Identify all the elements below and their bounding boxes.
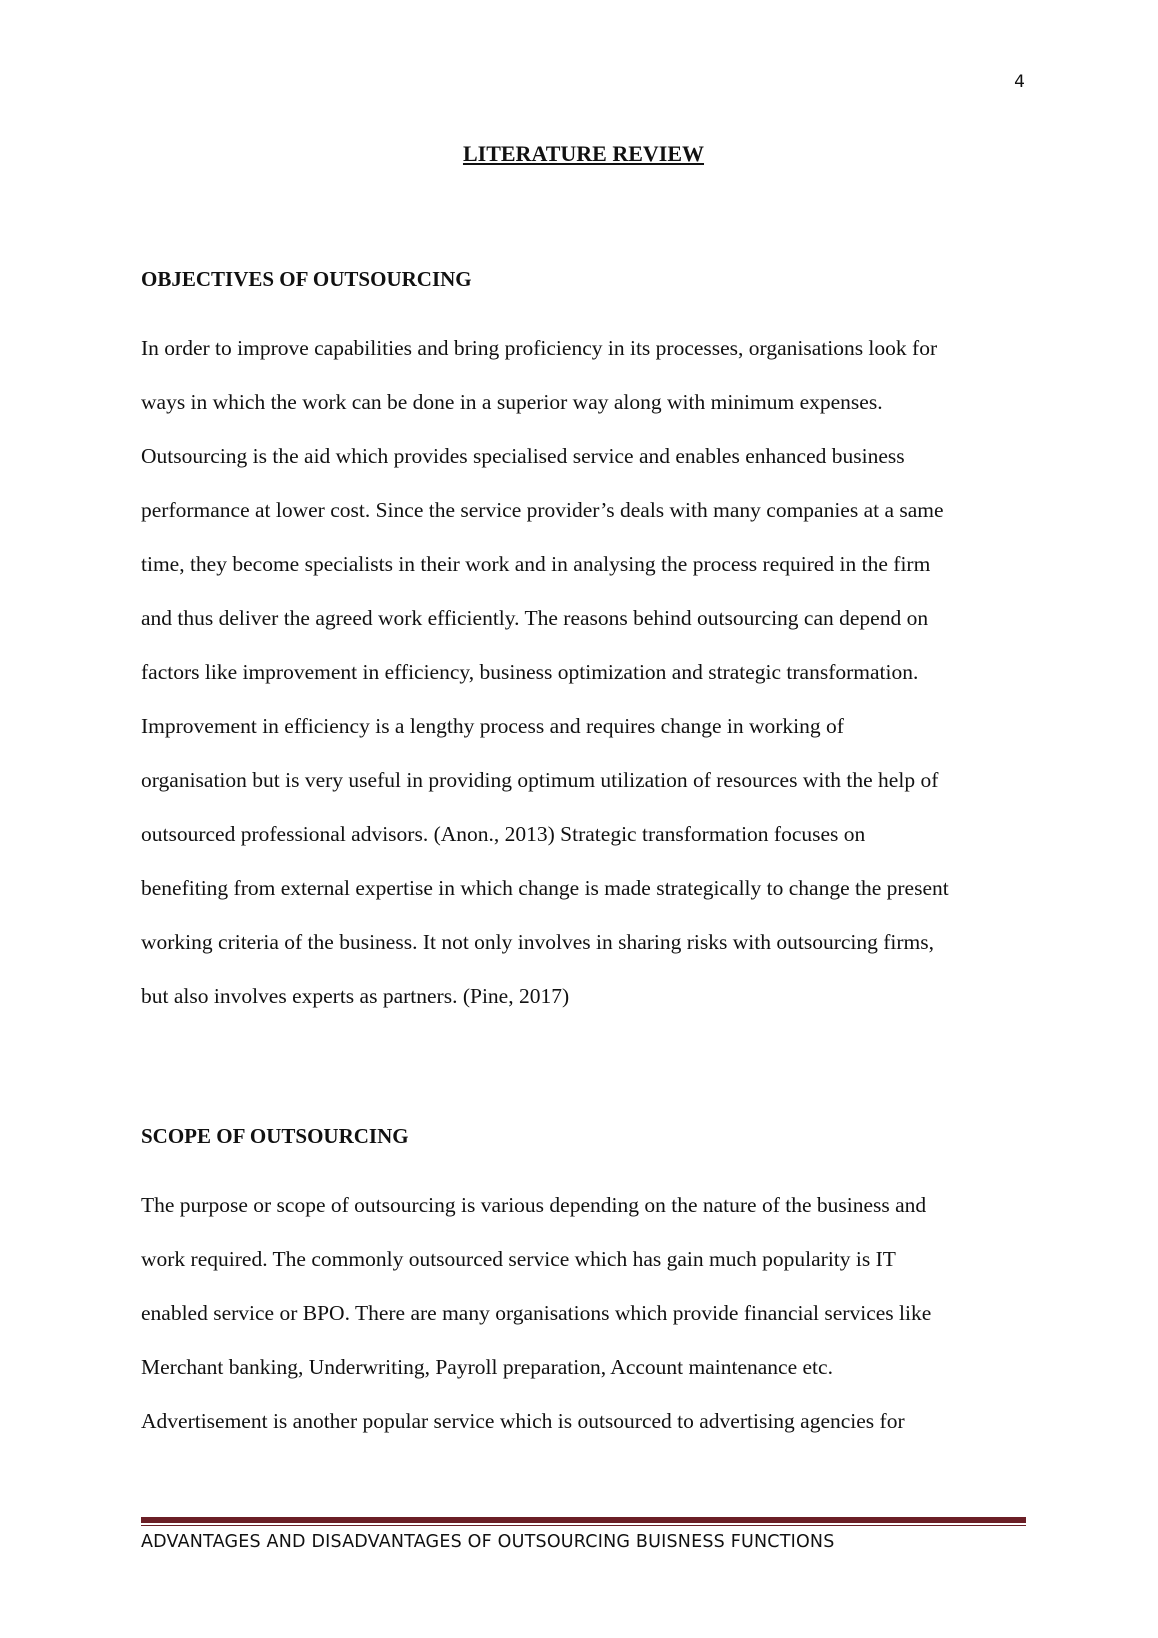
footer-divider [141, 1517, 1026, 1523]
text-line: Merchant banking, Underwriting, Payroll preparation, Account maintenance etc. [141, 1355, 833, 1379]
text-line: time, they become specialists in their work and in analysing the process required in the firm [141, 552, 931, 576]
running-footer: ADVANTAGES AND DISADVANTAGES OF OUTSOURCING BUISNESS FUNCTIONS [141, 1532, 835, 1552]
text-line: The purpose or scope of outsourcing is various depending on the nature of the business and [141, 1193, 927, 1217]
text-line: In order to improve capabilities and bring proficiency in its processes, organisations look for [141, 336, 938, 360]
text-line: factors like improvement in efficiency, business optimization and strategic transformation. [141, 660, 919, 684]
text-line: performance at lower cost. Since the service provider’s deals with many companies at a same [141, 498, 944, 522]
text-line: Improvement in efficiency is a lengthy process and requires change in working of [141, 714, 844, 738]
footer-divider-thin [141, 1525, 1026, 1526]
text-line: Outsourcing is the aid which provides specialised service and enables enhanced business [141, 444, 905, 468]
text-line: organisation but is very useful in providing optimum utilization of resources with the help of [141, 768, 939, 792]
text-line: enabled service or BPO. There are many organisations which provide financial services like [141, 1301, 932, 1325]
section-heading-scope: SCOPE OF OUTSOURCING [141, 1124, 409, 1148]
page-number: 4 [1014, 72, 1025, 92]
text-line: outsourced professional advisors. (Anon., 2013) Strategic transformation focuses on [141, 822, 866, 846]
text-line: ways in which the work can be done in a superior way along with minimum expenses. [141, 390, 883, 414]
page-title: LITERATURE REVIEW [462, 141, 705, 166]
paragraph-scope [141, 1178, 1026, 1448]
paragraph-objectives [141, 321, 1026, 1023]
text-line: working criteria of the business. It not only involves in sharing risks with outsourcing firms, [141, 930, 935, 954]
text-line: Advertisement is another popular service which is outsourced to advertising agencies for [141, 1409, 905, 1433]
text-line: benefiting from external expertise in which change is made strategically to change the present [141, 876, 949, 900]
text-line: work required. The commonly outsourced service which has gain much popularity is IT [141, 1247, 896, 1271]
section-heading-objectives: OBJECTIVES OF OUTSOURCING [141, 267, 472, 291]
text-line: but also involves experts as partners. (Pine, 2017) [141, 984, 570, 1008]
text-line: and thus deliver the agreed work efficiently. The reasons behind outsourcing can depend on [141, 606, 929, 630]
